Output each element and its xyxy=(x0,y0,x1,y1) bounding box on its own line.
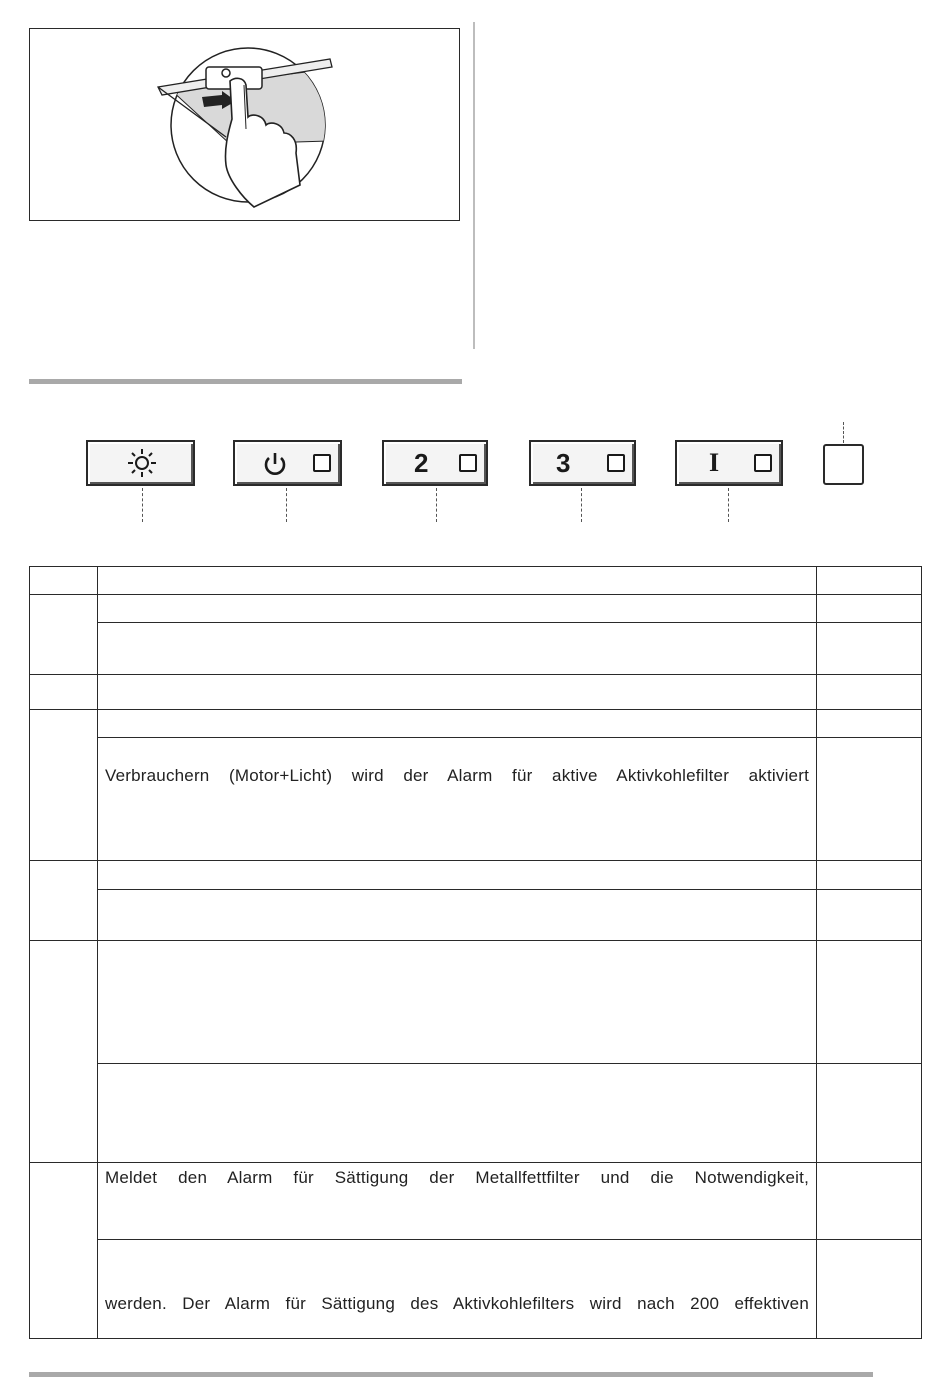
table-row xyxy=(30,675,922,710)
light-button[interactable] xyxy=(86,440,195,486)
speed-2-button[interactable] xyxy=(382,440,488,486)
filter-removal-illustration xyxy=(29,28,460,221)
table-cell xyxy=(817,675,922,710)
table-cell xyxy=(98,738,817,861)
table-row xyxy=(30,941,922,1064)
table-cell xyxy=(817,1240,922,1339)
leader-line xyxy=(728,488,729,522)
table-cell xyxy=(98,595,817,623)
sun-icon xyxy=(126,447,158,479)
speed-3-button[interactable] xyxy=(529,440,636,486)
speed-3-indicator-square xyxy=(607,454,625,472)
table-cell xyxy=(30,1163,98,1339)
table-row xyxy=(30,738,922,861)
row-text: werden. Der Alarm für Sättigung des Aktivkohlefilters wird nach 200 effektiven xyxy=(105,1294,809,1313)
table-header-row xyxy=(30,567,922,595)
leader-line xyxy=(436,488,437,522)
table-cell xyxy=(30,567,98,595)
leader-line xyxy=(581,488,582,522)
table-row xyxy=(30,710,922,738)
table-cell xyxy=(98,941,817,1064)
table-cell xyxy=(817,1163,922,1240)
row-text: Verbrauchern (Motor+Licht) wird der Alarm für aktive Aktivkohlefilter aktiviert xyxy=(105,766,809,785)
table-cell xyxy=(817,567,922,595)
table-row xyxy=(30,1240,922,1339)
table-cell xyxy=(817,595,922,623)
power-indicator-square xyxy=(313,454,331,472)
table-cell xyxy=(817,738,922,861)
table-row xyxy=(30,1163,922,1240)
speed-2-indicator-square xyxy=(459,454,477,472)
table-cell xyxy=(98,623,817,675)
table-cell xyxy=(30,710,98,861)
hand-pressing-filter-latch-icon xyxy=(30,29,461,222)
table-cell xyxy=(817,941,922,1064)
table-cell xyxy=(98,1163,817,1240)
power-icon xyxy=(261,450,289,478)
table-cell xyxy=(98,890,817,941)
row-text: Meldet den Alarm für Sättigung der Metallfettfilter und die Notwendigkeit, xyxy=(105,1168,809,1187)
table-cell xyxy=(817,890,922,941)
table-row xyxy=(30,1064,922,1163)
table-cell xyxy=(817,861,922,890)
intensive-label: I xyxy=(709,448,720,477)
intensive-indicator-square xyxy=(754,454,772,472)
bottom-separator xyxy=(29,1372,873,1377)
column-divider xyxy=(473,22,475,349)
table-cell xyxy=(98,567,817,595)
table-row xyxy=(30,861,922,890)
table-row xyxy=(30,595,922,623)
table-cell xyxy=(817,623,922,675)
leader-line xyxy=(286,488,287,522)
table-row xyxy=(30,623,922,675)
speed-3-label: 3 xyxy=(556,448,571,478)
table-cell xyxy=(98,861,817,890)
table-cell xyxy=(30,861,98,941)
table-cell xyxy=(30,675,98,710)
table-cell xyxy=(30,595,98,675)
controls-table xyxy=(29,566,922,1339)
leader-line xyxy=(142,488,143,522)
table-cell xyxy=(817,710,922,738)
power-button[interactable] xyxy=(233,440,342,486)
table-cell xyxy=(98,1240,817,1339)
table-cell xyxy=(98,710,817,738)
intensive-button[interactable] xyxy=(675,440,783,486)
table-cell xyxy=(30,941,98,1163)
table-cell xyxy=(98,1064,817,1163)
table-cell xyxy=(98,675,817,710)
table-cell xyxy=(817,1064,922,1163)
indicator-square-icon xyxy=(823,444,864,485)
leader-line xyxy=(843,422,844,443)
section-separator xyxy=(29,379,462,384)
table-row xyxy=(30,890,922,941)
speed-2-label: 2 xyxy=(414,448,429,478)
